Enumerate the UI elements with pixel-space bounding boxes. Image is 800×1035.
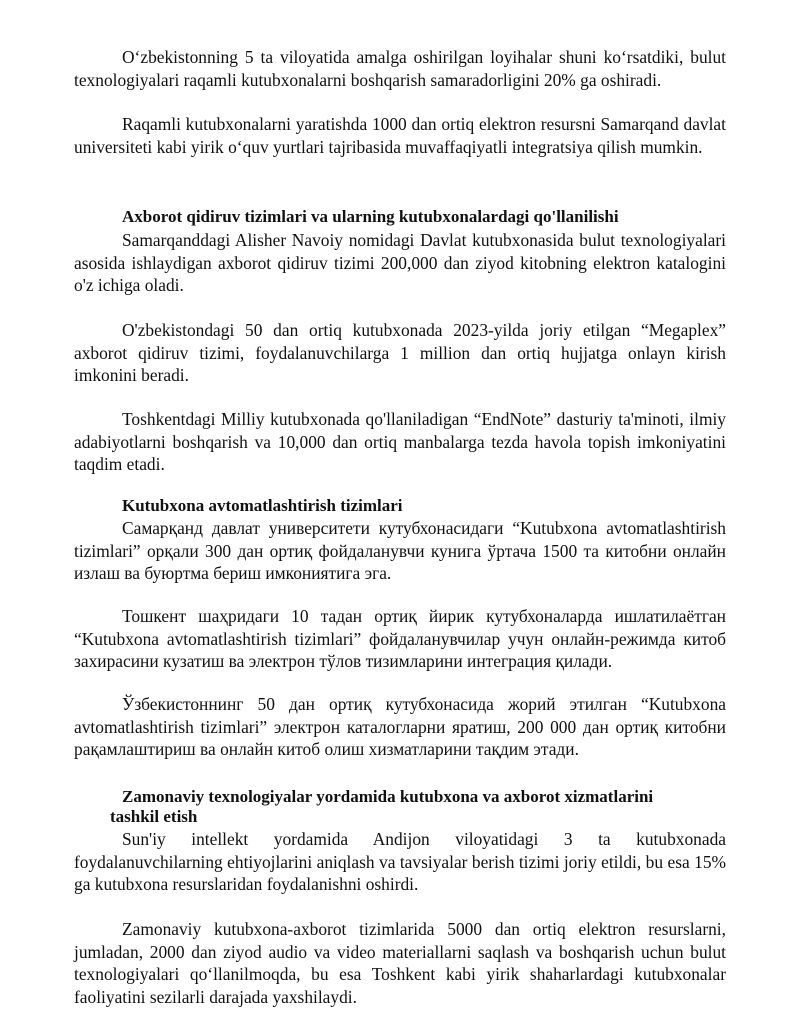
heading-text-line-2: tashkil etish [110, 806, 198, 826]
paragraph-navoiy-library: Samarqanddagi Alisher Navoiy nomidagi Davlat kutubxonasida bulut texnologiyalari asosida ishlaydigan axborot qidiruv tizimi 200,000 dan ziyod kitobning elektron katalogini o'z ichiga oladi. [74, 230, 726, 296]
section-heading-modern-technologies [74, 787, 726, 826]
paragraph-digital-libraries: Raqamli kutubxonalarni yaratishda 1000 dan ortiq elektron resursni Samarqand davlat universiteti kabi yirik o‘quv yurtlari tajribasida muvaffaqiyatli integratsiya qilish mumkin. [74, 114, 726, 157]
section-heading-information-retrieval [74, 207, 726, 227]
section-heading-library-automation [74, 496, 726, 516]
paragraph-tashkent-libraries: Тошкент шаҳридаги 10 тадан ортиқ йирик кутубхоналарда ишлатилаётган “Kutubxona avtomatlashtirish tizimlari” фойдаланувчилар учун онлайн-режимда китоб захирасини кузатиш ва электрон тўлов тизимларини интеграция қилади. [74, 606, 726, 672]
paragraph-samarkand-university: Самарқанд давлат университети кутубхонасидаги “Kutubxona avtomatlashtirish tizimlari” орқали 300 дан ортиқ фойдаланувчи кунига ўртача 1500 та китобни онлайн излаш ва буюртма бериш имкониятига эга. [74, 518, 726, 584]
heading-text: Axborot qidiruv tizimlari va ularning kutubxonalardagi qo'llanilishi [122, 207, 619, 226]
paragraph-megaplex: O'zbekistondagi 50 dan ortiq kutubxonada 2023-yilda joriy etilgan “Megaplex” axborot qidiruv tizimi, foydalanuvchilarga 1 million dan ortiq hujjatga onlayn kirish imkonini beradi. [74, 320, 726, 386]
paragraph-ai-andijan: Sun'iy intellekt yordamida Andijon viloyatidagi 3 ta kutubxonada foydalanuvchilarning ehtiyojlarini aniqlash va tavsiyalar berish tizimi joriy etildi, bu esa 15% ga kutubxona resurslaridan foydalanishni oshirdi. [74, 829, 726, 895]
paragraph-cloud-resources: Zamonaviy kutubxona-axborot tizimlarida 5000 dan ortiq elektron resurslarni, jumladan, 2000 dan ziyod audio va video materiallarni saqlash va boshqarish uchun bulut texnologiyalari qo‘llanilmoqda, bu esa Toshkent kabi yirik shaharlardagi kutubxonalar faoliyatini sezilarli darajada yaxshilaydi. [74, 919, 726, 1007]
heading-text: Kutubxona avtomatlashtirish tizimlari [122, 496, 403, 515]
paragraph-uzbekistan-libraries: Ўзбекистоннинг 50 дан ортиқ кутубхонасида жорий этилган “Kutubxona avtomatlashtirish tizimlari” электрон каталогларни яратиш, 200 000 дан ортиқ китобни рақамлаштириш ва онлайн китоб олиш хизматларини тақдим этади. [74, 694, 726, 760]
paragraph-endnote: Toshkentdagi Milliy kutubxonada qo'llaniladigan “EndNote” dasturiy ta'minoti, ilmiy adabiyotlarni boshqarish va 10,000 dan ortiq manbalarga tezda havola topish imkoniyatini taqdim etadi. [74, 409, 726, 475]
paragraph-cloud-efficiency: O‘zbekistonning 5 ta viloyatida amalga oshirilgan loyihalar shuni ko‘rsatdiki, bulut texnologiyalari raqamli kutubxonalarni boshqarish samaradorligini 20% ga oshiradi. [74, 47, 726, 90]
heading-text-line-1: Zamonaviy texnologiyalar yordamida kutubxona va axborot xizmatlarini [122, 787, 654, 806]
